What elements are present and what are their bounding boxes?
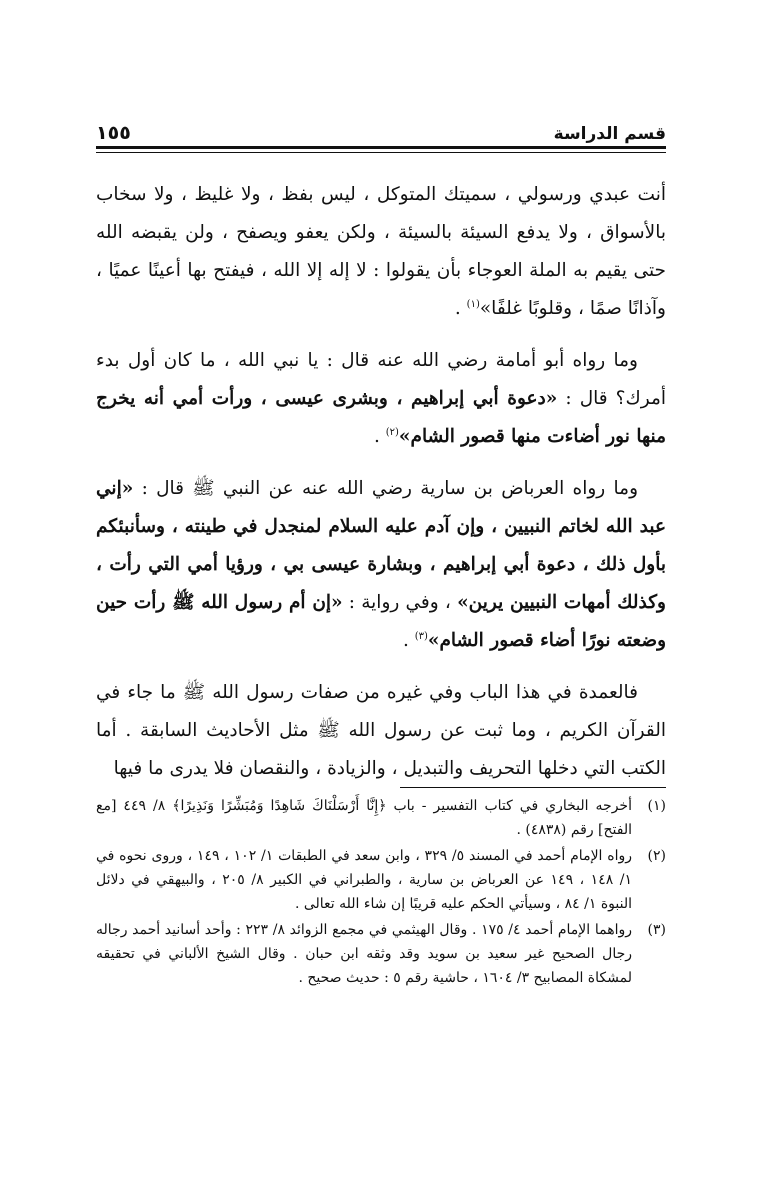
paragraph-text: ، وفي رواية : [342, 592, 458, 613]
paragraph-tail: . [402, 630, 415, 651]
footnote-text: رواهما الإمام أحمد ٤/ ١٧٥ . وقال الهيثمي في مجمع الزوائد ٨/ ٢٢٣ : وأحد أسانيد أحمد رجاله رجال الصحيح غير سعيد بن سويد وقد وثقه ابن حبان . وقال الشيخ الألباني في تحقيقه لمشكاة المصابيح ٣/ ١٦٠٤ ، حاشية رقم ٥ : حديث صحيح . [96, 922, 632, 986]
header-rule-thin [96, 152, 666, 153]
paragraph-4 [96, 674, 666, 788]
hadith-quote-variant: «إن أم رسول الله ﷺ رأت حين وضعته نورًا أضاء قصور الشام» [96, 592, 666, 651]
hadith-quote: «إني عبد الله لخاتم النبيين ، وإن آدم عليه السلام لمنجدل في طينته ، وسأنبئكم بأول ذلك ، دعوة أبي إبراهيم ، وبشارة عيسى بي ، ورؤيا أمي التي رأت ، وكذلك أمهات النبيين يرين» [96, 478, 666, 613]
footnote-3 [96, 918, 666, 990]
footnote-2 [96, 844, 666, 916]
footnote-number: (٣) [647, 922, 666, 938]
page-number: ١٥٥ [96, 122, 131, 144]
footnote-ref: (٣) [414, 630, 428, 642]
paragraph-2 [96, 342, 666, 456]
footnote-number: (١) [647, 798, 666, 814]
footnote-text: أخرجه البخاري في كتاب التفسير - باب ﴿إِنَّا أَرْسَلْنَاكَ شَاهِدًا وَمُبَشِّرًا وَنَذِيرًا﴾ ٨/ ٤٤٩ [مع الفتح] رقم (٤٨٣٨) . [96, 798, 632, 838]
paragraph-tail: . [454, 298, 467, 319]
paragraph-3 [96, 470, 666, 660]
footnote-ref: (١) [466, 298, 480, 310]
header-rule-thick [96, 146, 666, 149]
footnotes [96, 794, 666, 992]
footnote-text: رواه الإمام أحمد في المسند ٥/ ٣٢٩ ، وابن سعد في الطبقات ١/ ١٠٢ ، ١٤٩ ، وروى نحوه في ١/ ١٤٨ ، ١٤٩ عن العرباض بن سارية ، والطبراني في الكبير ٨/ ٢٠٥ ، والبيهقي في دلائل النبوة ١/ ٨٤ ، وسيأتي الحكم عليه قريبًا إن شاء الله تعالى . [96, 848, 633, 912]
footnote-separator [400, 787, 666, 788]
paragraph-text: فالعمدة في هذا الباب وفي غيره من صفات رسول الله ﷺ ما جاء في القرآن الكريم ، وما ثبت عن رسول الله ﷺ مثل الأحاديث السابقة . أما الكتب التي دخلها التحريف والتبديل ، والزيادة ، والنقصان فلا يدرى ما فيها [96, 682, 666, 779]
footnote-ref: (٢) [385, 426, 399, 438]
section-title: قسم الدراسة [553, 124, 666, 144]
paragraph-text: أنت عبدي ورسولي ، سميتك المتوكل ، ليس بفظ ، ولا غليظ ، ولا سخاب بالأسواق ، ولا يدفع السيئة بالسيئة ، ولكن يعفو ويصفح ، ولن يقبضه الله حتى يقيم به الملة العوجاء بأن يقولوا : لا إله إلا الله ، فيفتح بها أعينًا عميًا ، وآذانًا صمًا ، وقلوبًا غلفًا» [96, 184, 666, 319]
hadith-quote: «دعوة أبي إبراهيم ، وبشرى عيسى ، ورأت أمي أنه يخرج منها نور أضاءت منها قصور الشام» [96, 388, 666, 447]
running-header [96, 112, 666, 144]
paragraph-1 [96, 176, 666, 328]
paragraph-text: وما رواه العرباض بن سارية رضي الله عنه عن النبي ﷺ قال : [133, 478, 638, 499]
paragraph-tail: . [373, 426, 386, 447]
paragraph-text: وما رواه أبو أمامة رضي الله عنه قال : يا نبي الله ، ما كان أول بدء أمرك؟ قال : [96, 350, 667, 409]
main-text [96, 176, 666, 802]
footnote-1 [96, 794, 666, 842]
footnote-number: (٢) [647, 848, 666, 864]
